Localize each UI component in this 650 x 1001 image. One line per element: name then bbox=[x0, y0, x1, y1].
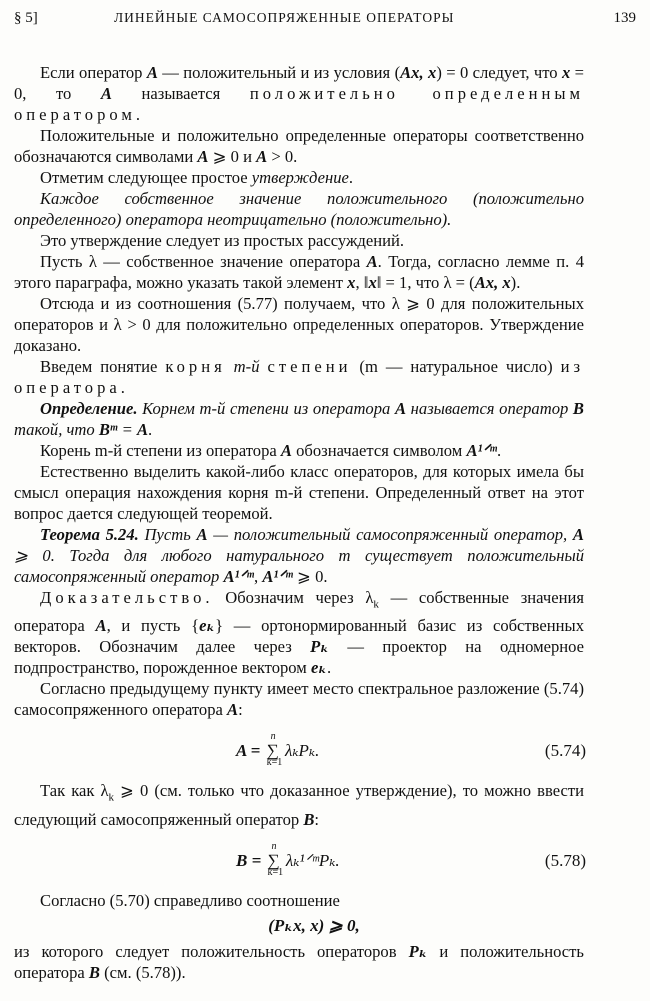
paragraph-theorem: Теорема 5.24. Пусть A — положительный самосопряженный оператор, A ⩾ 0. Тогда для любого натурального m существует положительный самосопряженный оператор A¹ᐟᵐ, A¹ᐟᵐ ⩾ 0. bbox=[14, 525, 584, 586]
paragraph-relation: Согласно (5.70) справедливо соотношение bbox=[40, 890, 340, 910]
formula-inequality: (Pₖx, x) ⩾ 0, bbox=[268, 915, 360, 935]
paragraph-notation: Положительные и положительно определенные операторы соответственно обозначаются символами A ⩾ 0 и A > 0. bbox=[14, 126, 584, 166]
paragraph-proof: Доказательство. Обозначим через $\lambda_k$ — собственные значения оператора A, и пусть {eₖ} — ортонормированный базис из собственных векторов. Обозначим далее через Pₖ — проектор на одномерное подпространство, порожденное вектором eₖ. bbox=[14, 588, 584, 678]
equation-number: (5.74) bbox=[544, 741, 586, 761]
paragraph-proof-remark: Это утверждение следует из простых рассуждений. bbox=[40, 231, 405, 250]
paragraph-sqrt-operator: Так как $\lambda_k$ ⩾ 0 (см. только что доказанное утверждение), то можно ввести следующий самосопряженный оператор B: bbox=[14, 781, 584, 829]
running-header bbox=[14, 10, 636, 36]
page-number: 139 bbox=[613, 10, 636, 26]
paragraph-spectral: Согласно предыдущему пункту имеет место спектральное разложение (5.74) самосопряженного оператора A: bbox=[14, 679, 584, 720]
body-text bbox=[14, 62, 584, 983]
formula-5-78: B = ∑ n k=1 λₖ¹ᐟᵐPₖ. (5.78) bbox=[236, 840, 586, 878]
sum-symbol: ∑ n k=1 bbox=[267, 840, 284, 878]
paragraph-class-selection: Естественно выделить какой-либо класс операторов, для которых имела бы смысл операция нахождения корня m-й степени. Определенный ответ на этот вопрос дается следующей теоремой. bbox=[14, 462, 584, 523]
paragraph-root-notation: Корень m-й степени из оператора A обозначается символом A¹ᐟᵐ. bbox=[40, 441, 502, 460]
paragraph-final: из которого следует положительность операторов Pₖ и положительность оператора B (см. (5.78)). bbox=[14, 941, 584, 982]
paragraph-root-concept: Введем понятие корня m-й степени (m — натуральное число) из оператора. bbox=[14, 357, 585, 397]
paragraph-statement-intro: Отметим следующее простое утверждение. bbox=[40, 168, 354, 187]
sum-symbol: ∑ n k=1 bbox=[266, 731, 283, 769]
paragraph-statement: Каждое собственное значение положительного (положительно определенного) оператора неотрицательно (положительно). bbox=[14, 189, 584, 229]
section-marker: § 5] bbox=[14, 10, 38, 26]
paragraph-eigenvalue: Пусть λ — собственное значение оператора A. Тогда, согласно лемме п. 4 этого параграфа, можно указать такой элемент x, ‖x‖ = 1, что λ = (Ax, x). bbox=[14, 252, 584, 292]
paragraph-definition-positive: Если оператор A — положительный и из условия (Ax, x) = 0 следует, что x = 0, то A называется положительно определенным оператором. bbox=[14, 63, 584, 124]
formula-5-74: A = ∑ n k=1 λₖPₖ. (5.74) bbox=[236, 731, 586, 769]
paragraph-root-definition: Определение. Корнем m-й степени из оператора A называется оператор B такой, что Bᵐ = A. bbox=[14, 399, 584, 439]
chapter-title: ЛИНЕЙНЫЕ САМОСОПРЯЖЕННЫЕ ОПЕРАТОРЫ bbox=[114, 10, 455, 25]
equation-number: (5.78) bbox=[544, 850, 586, 870]
paragraph-conclusion: Отсюда и из соотношения (5.77) получаем, что λ ⩾ 0 для положительных операторов и λ > 0 для положительно определенных операторов. Утверждение доказано. bbox=[14, 294, 584, 355]
